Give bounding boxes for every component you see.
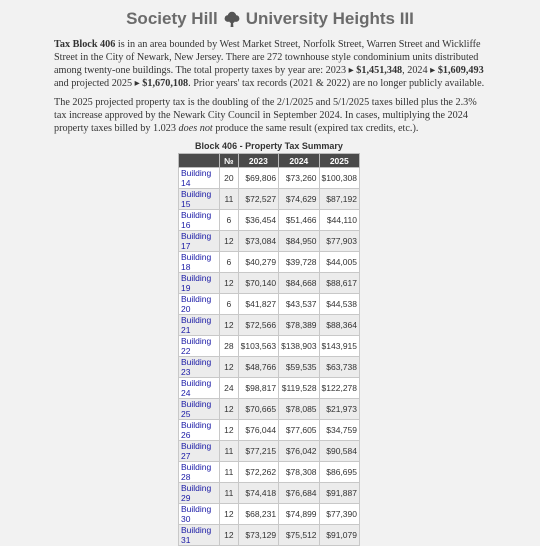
building-link[interactable]: Building 24 — [179, 378, 220, 399]
tax-2025-cell: $87,192 — [319, 189, 359, 210]
header-units: № — [220, 154, 238, 168]
tax-2025-cell: $88,617 — [319, 273, 359, 294]
tax-2023-cell: $103,563 — [238, 336, 278, 357]
tax-2024: $1,609,493 — [437, 65, 484, 76]
unit-count: 28 — [220, 336, 238, 357]
tax-2023-cell: $68,231 — [238, 504, 278, 525]
tax-2025-cell: $91,887 — [319, 483, 359, 504]
page-title — [0, 0, 540, 31]
unit-count: 6 — [220, 294, 238, 315]
tax-2024-cell: $84,668 — [279, 273, 319, 294]
building-link[interactable]: Building 22 — [179, 336, 220, 357]
unit-count: 11 — [220, 441, 238, 462]
tax-summary-table — [178, 153, 360, 546]
tax-2023-cell: $72,527 — [238, 189, 278, 210]
tax-2025-cell: $88,364 — [319, 315, 359, 336]
tax-2024-cell: $78,085 — [279, 399, 319, 420]
tax-2023-cell: $73,129 — [238, 525, 278, 546]
projection-paragraph — [54, 96, 486, 135]
table-row — [179, 483, 360, 504]
tax-2023: $1,451,348 — [356, 65, 403, 76]
tax-2023-cell: $69,806 — [238, 168, 278, 189]
table-row — [179, 336, 360, 357]
unit-count: 12 — [220, 315, 238, 336]
tax-2025-cell: $44,005 — [319, 252, 359, 273]
unit-count: 12 — [220, 504, 238, 525]
unit-count: 11 — [220, 189, 238, 210]
intro-text-a: is in an area bounded by West Market Street, Norfolk Street, Warren Street and Wickliffe Street in the City of Newark, New Jersey. There are 272 townhouse style condominium units distributed among twenty-one buildings. The total property taxes by year are: 2023 ▸ — [54, 39, 481, 76]
title-right: University Heights III — [245, 9, 414, 28]
tax-2024-cell: $51,466 — [279, 210, 319, 231]
tax-2024-cell: $43,537 — [279, 294, 319, 315]
building-link[interactable]: Building 21 — [179, 315, 220, 336]
intro-paragraph — [54, 38, 486, 90]
building-link[interactable]: Building 19 — [179, 273, 220, 294]
building-link[interactable]: Building 14 — [179, 168, 220, 189]
tax-block-label: Tax Block 406 — [54, 39, 116, 50]
intro-text-b: , 2024 ▸ — [402, 65, 438, 76]
table-row — [179, 231, 360, 252]
tax-2025-cell: $143,915 — [319, 336, 359, 357]
building-link[interactable]: Building 16 — [179, 210, 220, 231]
building-link[interactable]: Building 25 — [179, 399, 220, 420]
unit-count: 12 — [220, 357, 238, 378]
table-row — [179, 504, 360, 525]
tax-2025-cell: $44,538 — [319, 294, 359, 315]
table-body — [179, 168, 360, 546]
header-2025: 2025 — [319, 154, 359, 168]
table-row — [179, 420, 360, 441]
unit-count: 12 — [220, 399, 238, 420]
tax-2024-cell: $138,903 — [279, 336, 319, 357]
tree-icon — [223, 10, 241, 28]
table-row — [179, 210, 360, 231]
tax-2024-cell: $78,308 — [279, 462, 319, 483]
unit-count: 12 — [220, 525, 238, 546]
tax-2024-cell: $78,389 — [279, 315, 319, 336]
tax-2024-cell: $73,260 — [279, 168, 319, 189]
intro-text-c: and projected 2025 ▸ — [54, 78, 143, 89]
tax-2024-cell: $119,528 — [279, 378, 319, 399]
unit-count: 24 — [220, 378, 238, 399]
tax-2023-cell: $74,418 — [238, 483, 278, 504]
tax-2024-cell: $76,684 — [279, 483, 319, 504]
table-row — [179, 378, 360, 399]
tax-2023-cell: $36,454 — [238, 210, 278, 231]
tax-2023-cell: $41,827 — [238, 294, 278, 315]
projection-text-a: The 2025 projected property tax is the doubling of the 2/1/2025 and 5/1/2025 taxes billed plus the 2.3% tax increase approved by the Newark City Council in September 2024. In cases, multiplying the 2024 property taxes billed by 1.023 — [54, 97, 477, 134]
tax-2023-cell: $98,817 — [238, 378, 278, 399]
unit-count: 12 — [220, 420, 238, 441]
unit-count: 12 — [220, 231, 238, 252]
tax-2023-cell: $48,766 — [238, 357, 278, 378]
table-caption: Block 406 - Property Tax Summary — [195, 141, 343, 151]
tax-2025-cell: $100,308 — [319, 168, 359, 189]
emphasis-text: does not — [178, 123, 213, 134]
header-building — [179, 154, 220, 168]
tax-2025-cell: $86,695 — [319, 462, 359, 483]
building-link[interactable]: Building 15 — [179, 189, 220, 210]
table-row — [179, 252, 360, 273]
tax-2023-cell: $72,262 — [238, 462, 278, 483]
table-header-row — [179, 154, 360, 168]
tax-2024-cell: $39,728 — [279, 252, 319, 273]
tax-2024-cell: $84,950 — [279, 231, 319, 252]
table-row — [179, 189, 360, 210]
tax-summary — [178, 141, 360, 546]
building-link[interactable]: Building 27 — [179, 441, 220, 462]
building-link[interactable]: Building 20 — [179, 294, 220, 315]
tax-2023-cell: $77,215 — [238, 441, 278, 462]
building-link[interactable]: Building 23 — [179, 357, 220, 378]
unit-count: 11 — [220, 462, 238, 483]
tax-2025-cell: $90,584 — [319, 441, 359, 462]
content — [54, 38, 486, 546]
unit-count: 11 — [220, 483, 238, 504]
unit-count: 6 — [220, 210, 238, 231]
building-link[interactable]: Building 18 — [179, 252, 220, 273]
tax-2024-cell: $74,629 — [279, 189, 319, 210]
tax-2025-cell: $44,110 — [319, 210, 359, 231]
tax-2025-cell: $122,278 — [319, 378, 359, 399]
building-link[interactable]: Building 17 — [179, 231, 220, 252]
tax-2025-cell: $77,903 — [319, 231, 359, 252]
tax-2024-cell: $59,535 — [279, 357, 319, 378]
building-link[interactable]: Building 28 — [179, 462, 220, 483]
tax-2024-cell: $74,899 — [279, 504, 319, 525]
table-row — [179, 462, 360, 483]
tax-2025-cell: $77,390 — [319, 504, 359, 525]
tax-2025: $1,670,108 — [142, 78, 189, 89]
table-row — [179, 357, 360, 378]
building-link[interactable]: Building 30 — [179, 504, 220, 525]
building-link[interactable]: Building 26 — [179, 420, 220, 441]
tax-2025-cell: $91,079 — [319, 525, 359, 546]
table-row — [179, 273, 360, 294]
tax-2023-cell: $72,566 — [238, 315, 278, 336]
table-row — [179, 399, 360, 420]
table-row — [179, 168, 360, 189]
building-link[interactable]: Building 29 — [179, 483, 220, 504]
building-link[interactable]: Building 31 — [179, 525, 220, 546]
title-left: Society Hill — [126, 9, 218, 28]
header-2024: 2024 — [279, 154, 319, 168]
tax-2023-cell: $76,044 — [238, 420, 278, 441]
unit-count: 20 — [220, 168, 238, 189]
intro-text-d: . Prior years' tax records (2021 & 2022) are no longer publicly available. — [188, 78, 485, 89]
table-row — [179, 525, 360, 546]
tax-2023-cell: $73,084 — [238, 231, 278, 252]
projection-text-b: produce the same result (expired tax credits, etc.). — [212, 123, 419, 134]
tax-2025-cell: $21,973 — [319, 399, 359, 420]
tax-2024-cell: $76,042 — [279, 441, 319, 462]
unit-count: 12 — [220, 273, 238, 294]
tax-2024-cell: $77,605 — [279, 420, 319, 441]
tax-2023-cell: $70,140 — [238, 273, 278, 294]
tax-2023-cell: $40,279 — [238, 252, 278, 273]
tax-2025-cell: $63,738 — [319, 357, 359, 378]
table-row — [179, 315, 360, 336]
tax-2023-cell: $70,665 — [238, 399, 278, 420]
tax-2024-cell: $75,512 — [279, 525, 319, 546]
header-2023: 2023 — [238, 154, 278, 168]
tax-2025-cell: $34,759 — [319, 420, 359, 441]
table-row — [179, 441, 360, 462]
unit-count: 6 — [220, 252, 238, 273]
table-row — [179, 294, 360, 315]
